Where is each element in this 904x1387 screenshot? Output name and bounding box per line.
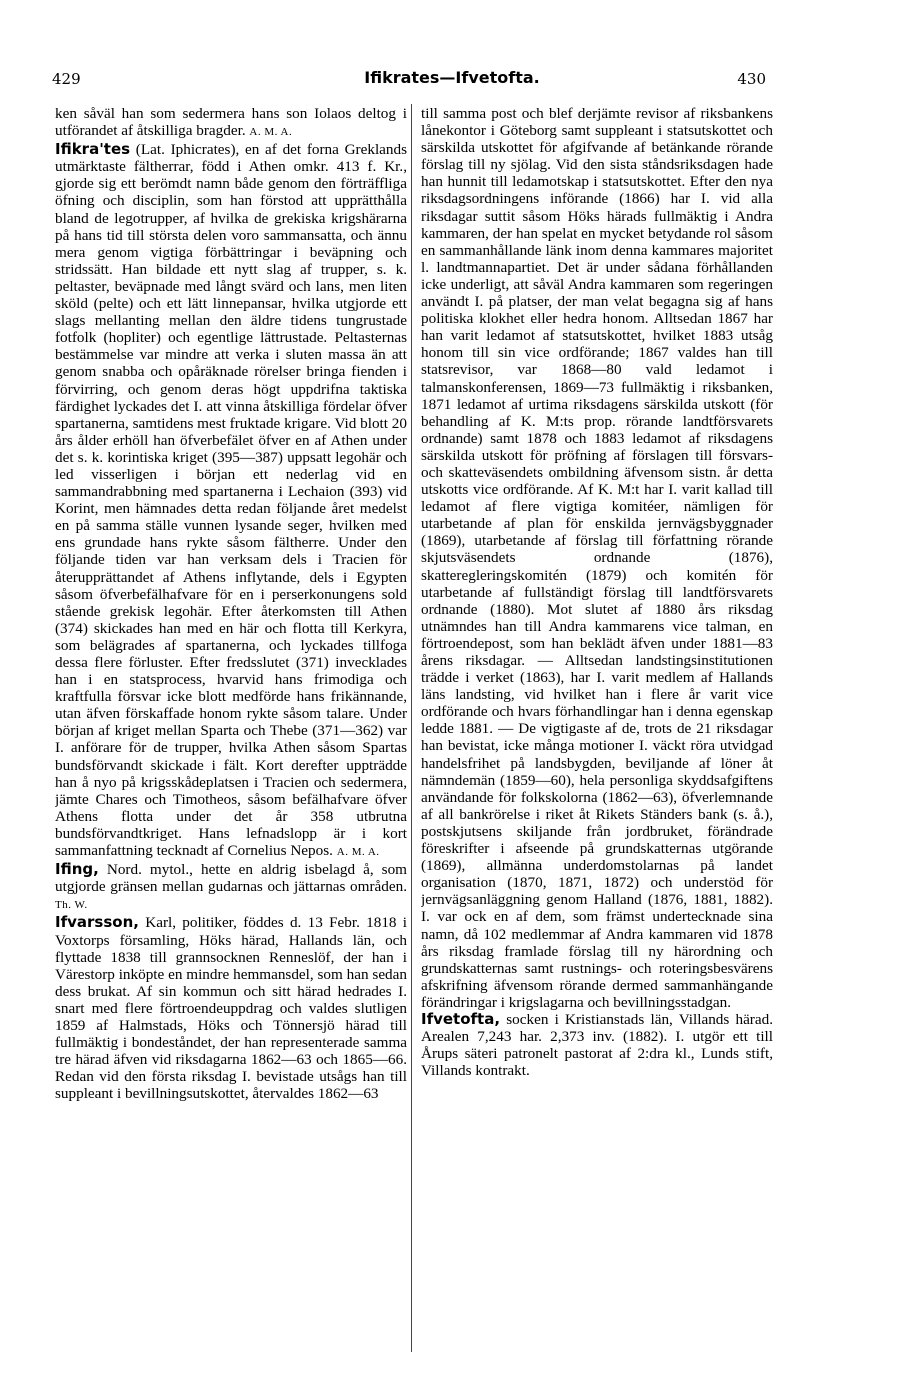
entry-text: Nord. mytol., hette en aldrig isbelagd å, som utgjorde gränsen mellan gudarnas och jättarnas områden. bbox=[55, 861, 407, 896]
entry-ifing bbox=[55, 861, 407, 914]
entry-ifikrates bbox=[55, 141, 407, 861]
entry-continuation bbox=[55, 105, 407, 141]
headword: Ifing, bbox=[55, 860, 99, 879]
headword: Ifikra'tes bbox=[55, 140, 131, 159]
author-signature: Th. W. bbox=[55, 899, 88, 912]
headword: Ifvetofta, bbox=[421, 1009, 501, 1028]
entry-text: socken i Kristianstads län, Villands härad. Arealen 7,243 har. 2,373 inv. (1882). I. utgör ett till Årups säteri patronelt pastorat af 2:dra kl., Lunds stift, Villands kontrakt. bbox=[421, 1010, 773, 1080]
entry-ifvetofta bbox=[421, 1011, 773, 1079]
headword: Ifvarsson, bbox=[55, 913, 139, 932]
author-signature: A. M. A. bbox=[249, 126, 293, 139]
entry-ifvarsson bbox=[55, 914, 407, 1102]
entry-text: Karl, politiker, föddes d. 13 Febr. 1818 i Voxtorps församling, Höks härad, Hallands län, och flyttade 1838 till grannsocknen Renneslöf, der han i Värestorp inköpte en mindre hemmansdel, som han sedan dess brukat. Af sin kommun och sitt härad hedrades I. snart med flere förtroendeuppdrag och valdes slutligen 1859 af Halmstads, Höks och Tönnersjö härad till fullmäktig i bondeståndet, der han representerade samma tre härad äfven vid riksdagarna 1862—63 och 1865—66. Redan vid den första riksdag I. bevistade utsågs han till suppleant i bevillningsutskottet, återvaldes 1862—63 bbox=[55, 914, 407, 1103]
running-title: Ifikrates—Ifvetofta. bbox=[364, 68, 540, 87]
left-column bbox=[55, 105, 407, 1357]
entry-continuation bbox=[421, 105, 773, 1011]
entry-text: ken såväl han som sedermera hans son Iolaos deltog i utförandet af åtskilliga bragder. bbox=[55, 105, 407, 140]
author-signature: A. M. A. bbox=[336, 846, 380, 859]
page-number-right: 430 bbox=[737, 70, 766, 88]
right-column bbox=[421, 105, 773, 1357]
entry-text: till samma post och blef derjämte revisor af riksbankens lånekontor i Göteborg samt suppleant i statsutskottet och särskilda utskottet för afgifvande af betänkande rörande förslag till ny sjölag. Vid den sista ståndsriksdagen hade han hunnit till ledamotskap i statsutskottet. Efter den nya riksdagsordningens införande (1866) har I. vid alla riksdagar suttit såsom Höks härads fullmäktig i Andra kammaren, der han spelat en mycket betydande rol såsom en sammanhållande länk inom denna kammares majoritet l. landtmannapartiet. Det är under sådana förhållanden icke underligt, att såväl Andra kammaren som regeringen användt I. på platser, der man velat begagna sig af hans politiska klokhet eller hedra honom. Alltsedan 1867 har han varit ledamot af statsutskottet, hvilket 1883 utsåg honom till sin vice ordförande; 1867 valdes han till statsrevisor, var 1868—80 vald ledamot i talmanskonferensen, 1869—73 fullmäktig i riksbanken, 1871 ledamot af urtima riksdagens särskilda utskott (för behandling af K. M:ts prop. rörande landtförsvarets ordnande) samt 1878 och 1883 ledamot af riksdagens särskilda utskott för pröfning af förslagen till försvars- och skatteväsendets ombildning äfvensom sistn. år detta utskotts vice ordförande. Af K. M:t har I. varit kallad till ledamot af flere vigtiga komitéer, nämligen för utarbetande af plan för enskilda jernvägsbyggnader (1869), utarbetande af förslag till författning rörande skjutsväsendets ordnande (1876), skatteregleringskomitén (1879) och komitén för utarbetande af fullständigt förslag till landtförsvarets ordnande (1880). Mot slutet af 1880 års riksdag utnämndes han till Andra kammarens vice talman, en förtroendepost, som han beklädt äfven under 1881—83 årens riksdagar. — Alltsedan landstingsinstitutionen trädde i verket (1863), har I. varit medlem af Hallands läns landsting, vid hvilket han i flere år varit vice ordförande och hvars förhandlingar han i denna egenskap ledde 1881. — De vigtigaste af de, trots de 21 riksdagar han bevistat, icke många motioner I. väckt röra utvidgad handelsfrihet på landsbygden, beviljande af löner åt nämndemän (1859—60), hela personliga skyddsafgiftens användande för folkskolorna (1862—63), öfverlemnande af all bankrörelse i riket åt Rikets Ständers bank (s. å.), postskjutsens skiljande från jordbruket, förändrade föreskrifter i afseende på grundskatternas utgörande (1869), allmänna underdomstolarnas på landet organisation (1870, 1871, 1872) och understöd för jernvägsanläggning genom Halland (1876, 1881, 1882). I. var ock en af dem, som främst undertecknade sina namn, då 102 medlemmar af Andra kammaren vid 1878 års riksdag framlade förslag till ny härordning och grundskatternas samt rustnings- och roteringsbesvärens afskrifning äfvensom rörande dermed sammanhängande förändringar i krigslagarna och bevillningsstadgan. bbox=[421, 105, 773, 1011]
page-number-left: 429 bbox=[52, 70, 81, 88]
column-divider bbox=[411, 104, 412, 1352]
entry-text: (Lat. Iphicrates), en af det forna Greklands utmärktaste fältherrar, född i Athen omkr. 413 f. Kr., gjorde sig ett berömdt namn både genom den förträffliga öfning och disciplin, som han förstod att upprätthålla bland de legotrupper, af hvilka de grekiska krigshärarna på hans tid till största delen voro sammansatta, och ännu mera genom vigtiga förbättringar i beväpning och stridssätt. Han bildade ett nytt slag af trupper, s. k. peltaster, beväpnade med långt svärd och lans, men liten sköld (pelte) och ett lätt linnepansar, hvilka utgjorde ett slags mellanting mellan den äldre tidens tungrustade fotfolk (hopliter) och egentlige lättrustade. Peltasternas bestämmelse var mindre att verka i sluten massa än att genom snabba och opåräknade rörelser bringa fienden i förvirring, och genom deras högt uppdrifna taktiska färdighet lyckades det I. att vinna åtskilliga fördelar öfver spartanerna, samtidens mest fruktade krigare. Vid blott 20 års ålder erhöll han öfverbefälet öfver en af Athen under det s. k. korintiska kriget (395—387) uppsatt legohär och led visserligen i början ett nederlag vid en sammandrabbning med spartanerna i Lechaion (393) vid Korint, men hämnades detta redan följande året medelst en på samma ställe vunnen lysande seger, hvilken med ens grundade hans rykte såsom fältherre. Under den följande tiden var han verksam dels i Tracien för återupprättandet af Athens inflytande, dels i Egypten såsom öfverbefälhafvare för en i perserkonungens sold stående grekisk legohär. Efter återkomsten till Athen (374) skickades han med en här och flotta till Kerkyra, som belägrades af spartanerna, och lyckades tillfoga dessa flere förluster. Efter fredsslutet (371) invecklades han i en statsprocess, hvarvid hans frimodiga och kraftfulla försvar icke blott medförde hans frikännande, utan äfven förskaffade honom rykte såsom talare. Under början af kriget mellan Sparta och Thebe (371—362) var I. anförare för de trupper, hvilka Athen såsom Spartas bundsförvandt skickade i fält. Kort derefter uppträdde han å nyo på krigsskådeplatsen i Tracien och sedermera, jämte Chares och Timotheos, såsom befälhafvare öfver Athens flotta under det år 358 utbrutna bundsförvandtkriget. Hans lefnadslopp är i kort sammanfattning tecknadt af Cornelius Nepos. bbox=[55, 141, 407, 860]
